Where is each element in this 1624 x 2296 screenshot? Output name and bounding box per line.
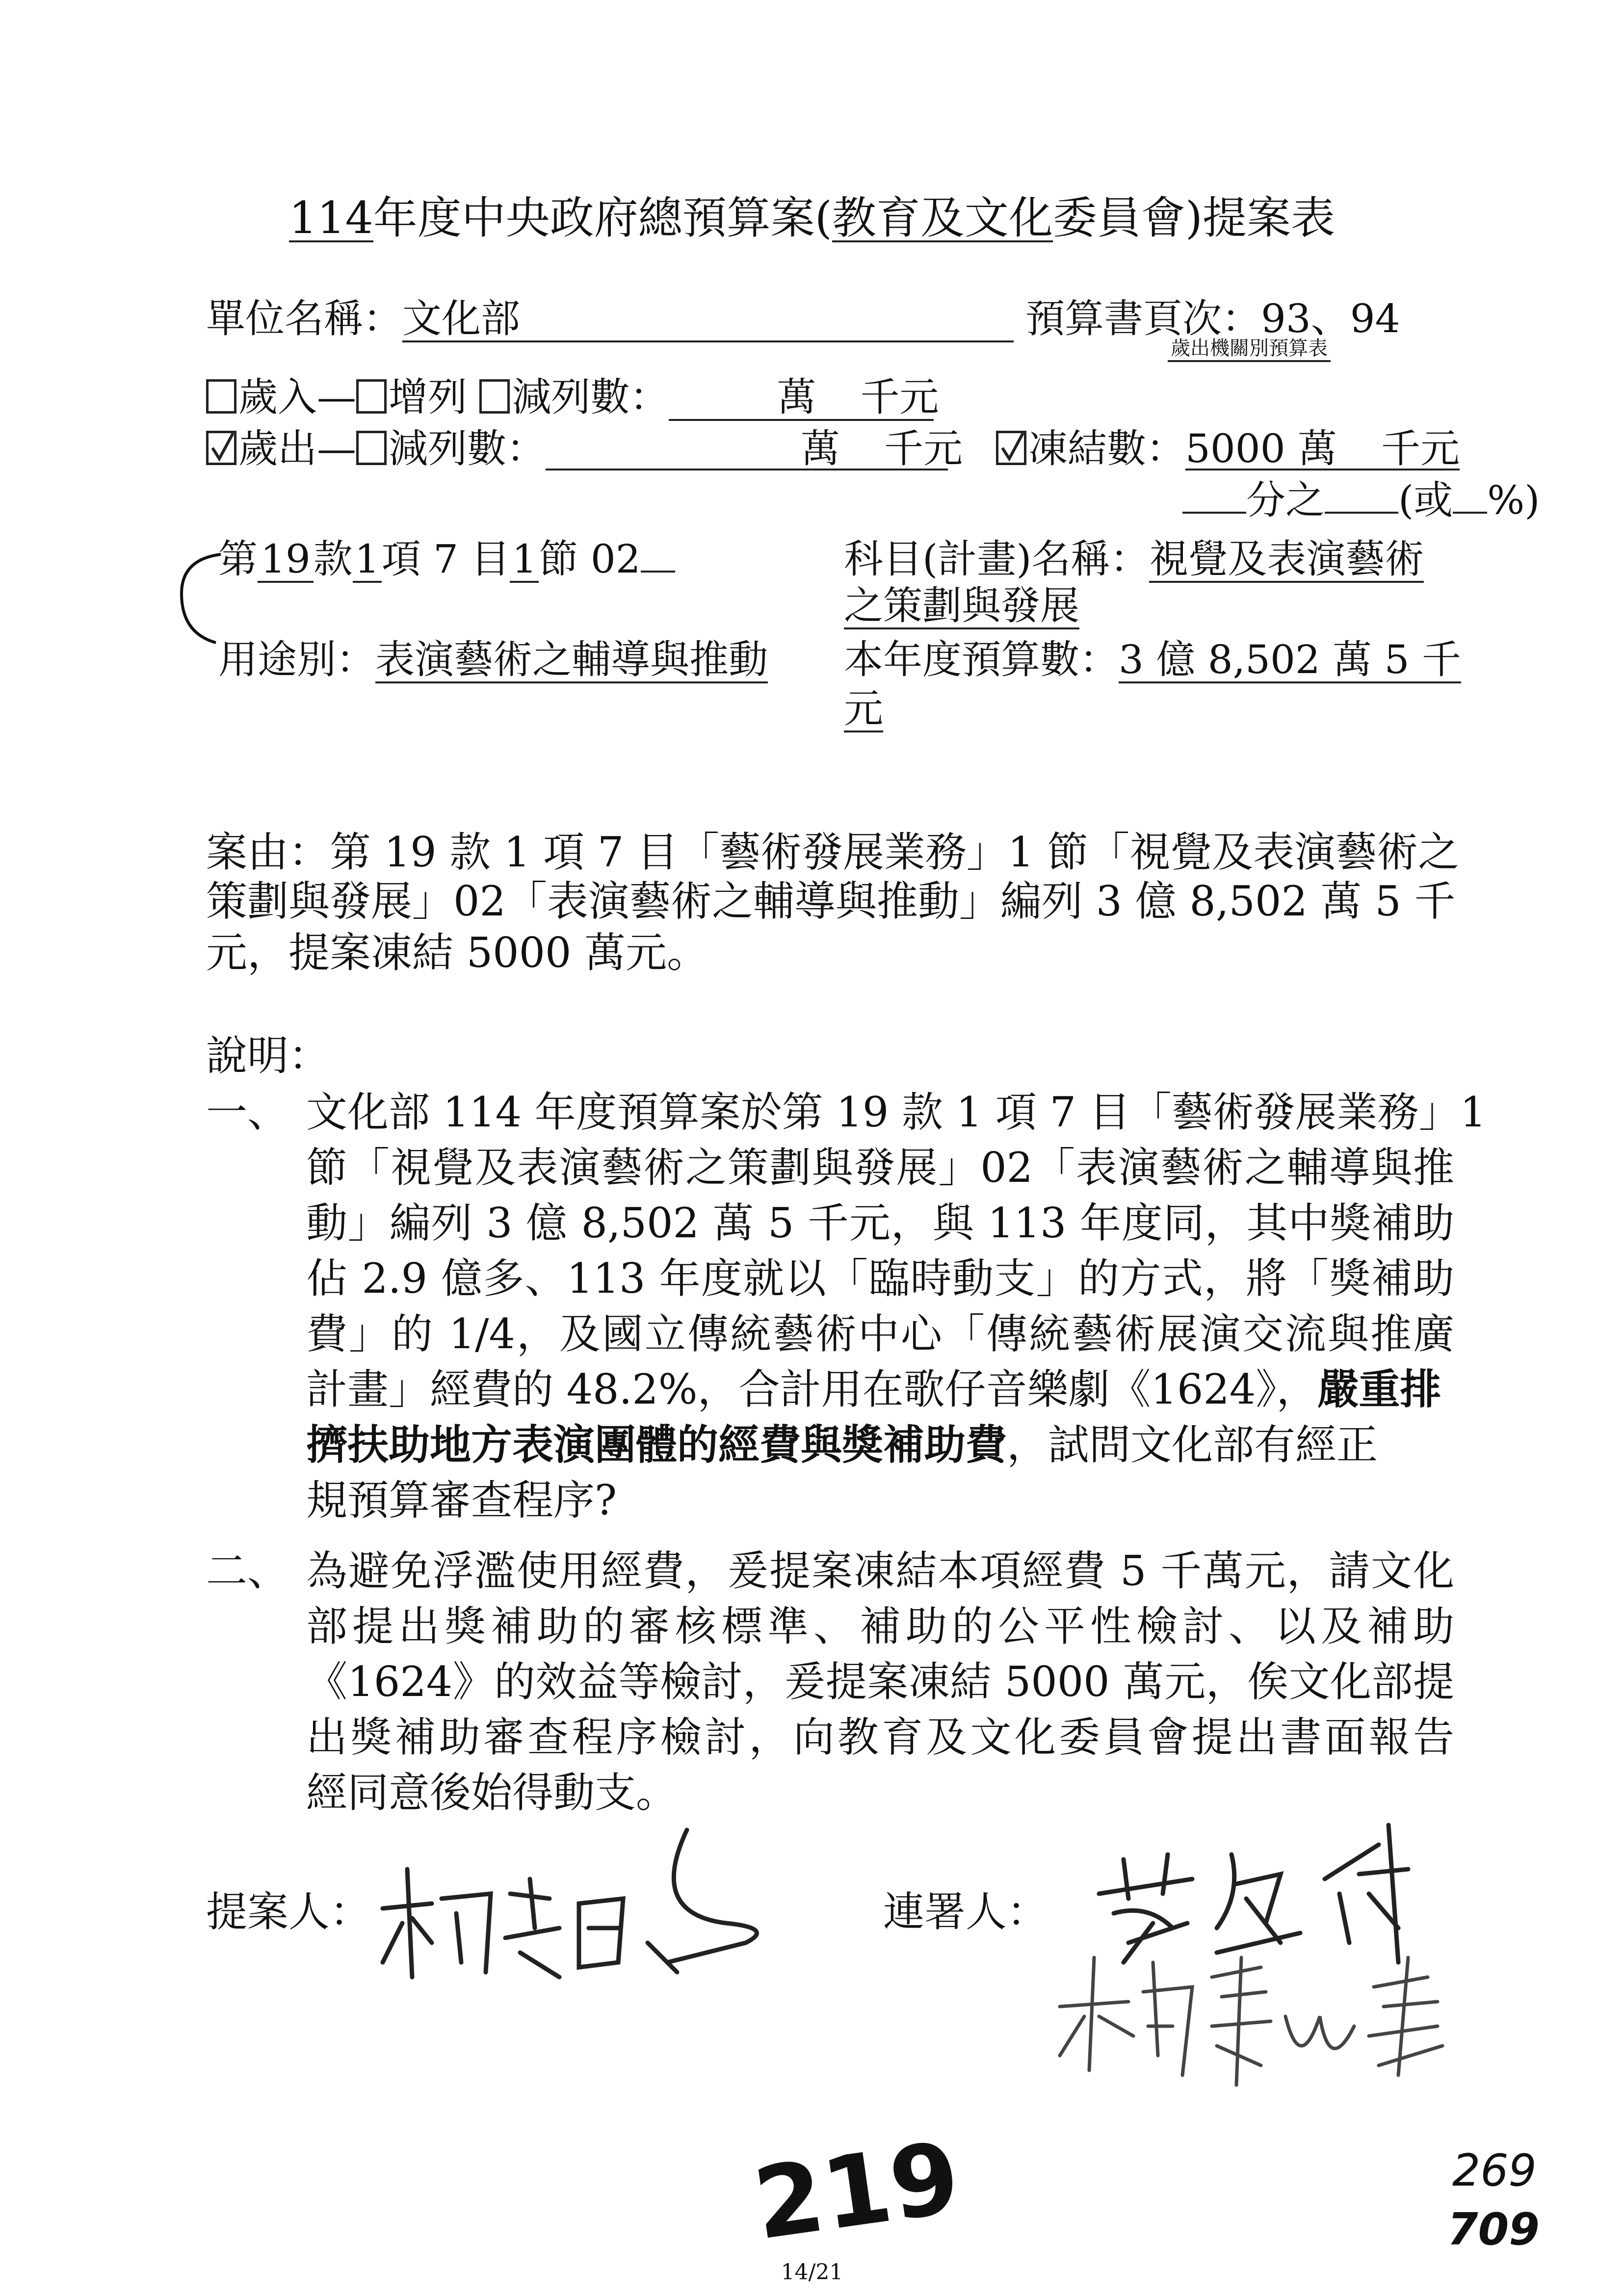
item-1-line: 計畫」經費的 48.2%，合計用在歌仔音樂劇《1624》，嚴重排	[306, 1365, 1441, 1413]
cosigner-signature-2	[1055, 1948, 1545, 2095]
revenue-checkbox	[206, 379, 236, 414]
expense-decrease-checkbox	[356, 431, 387, 465]
item-2-marker: 二、	[206, 1547, 289, 1595]
expense-row: 歲出— 減列數： 萬 千元	[206, 429, 948, 470]
revenue-row: 歲入— 增列 減列數： 萬 千元	[206, 378, 934, 421]
budget-page-note: 歲出機關別預算表	[1168, 339, 1331, 362]
annual-budget-cont: 元	[844, 686, 883, 731]
item-2-line: 出獎補助審查程序檢討，向教育及文化委員會提出書面報告	[306, 1713, 1454, 1761]
proposer-label: 提案人：	[206, 1888, 371, 1936]
item-2-line: 部提出獎補助的審核標準、補助的公平性檢討、以及補助	[306, 1602, 1454, 1650]
budget-page-ref: 預算書頁次：93、94	[1025, 296, 1400, 341]
explanation-label: 說明：	[206, 1032, 330, 1080]
cosigner-label: 連署人：	[883, 1888, 1048, 1936]
usage-category: 用途別：表演藝術之輔導與推動	[218, 637, 768, 682]
subject-name-cont: 之策劃與發展	[844, 583, 1079, 628]
handwritten-stamp-number	[747, 2120, 967, 2262]
item-2-line: 為避免浮濫使用經費，爰提案凍結本項經費 5 千萬元，請文化	[306, 1547, 1454, 1595]
item-1-marker: 一、	[206, 1088, 289, 1136]
freeze-checkbox	[996, 431, 1026, 465]
decrease-checkbox	[479, 379, 510, 414]
cosigner-signature-1	[1094, 1815, 1487, 1962]
document-title: 114年度中央政府總預算案(教育及文化委員會)提案表	[288, 192, 1336, 244]
item-1-line: 節「視覺及表演藝術之策劃與發展」02「表演藝術之輔導與推	[306, 1144, 1454, 1192]
svg-text:219: 219	[747, 2120, 967, 2262]
item-1-line: 佔 2.9 億多、113 年度就以「臨時動支」的方式，將「獎補助	[306, 1254, 1454, 1303]
fraction-row: 分之 (或 %)	[1182, 481, 1540, 520]
expense-checkbox	[206, 431, 236, 465]
item-2-line: 經同意後始得動支。	[306, 1769, 678, 1817]
item-1-line: 規預算審查程序?	[306, 1476, 617, 1524]
handwritten-note-2: 709	[1447, 2204, 1540, 2255]
proposer-signature	[373, 1815, 814, 2011]
annual-budget: 本年度預算數：3 億 8,502 萬 5 千	[844, 637, 1461, 682]
page-number: 14/21	[781, 2260, 843, 2285]
reason-line-1: 案由：第 19 款 1 項 7 目「藝術發展業務」1 節「視覺及表演藝術之	[206, 828, 1460, 876]
item-1-line: 擠扶助地方表演團體的經費與獎補助費，試問文化部有經正	[306, 1420, 1378, 1469]
increase-checkbox	[356, 379, 387, 414]
item-code: 第19款1項 7 目1節 02	[218, 540, 675, 583]
freeze-amount: 凍結數：5000 萬 千元	[996, 429, 1460, 470]
subject-name: 科目(計畫)名稱：視覺及表演藝術	[844, 536, 1424, 582]
item-1-line: 費」的 1/4，及國立傳統藝術中心「傳統藝術展演交流與推廣	[306, 1310, 1454, 1358]
reason-line-3: 元，提案凍結 5000 萬元。	[206, 929, 708, 977]
item-1-line: 文化部 114 年度預算案於第 19 款 1 項 7 目「藝術發展業務」1	[306, 1088, 1487, 1136]
item-2-line: 《1624》的效益等檢討，爰提案凍結 5000 萬元，俟文化部提	[306, 1658, 1454, 1706]
unit-name-row: 單位名稱：文化部	[206, 299, 1014, 342]
handwritten-note-1: 269	[1452, 2145, 1537, 2196]
reason-line-2: 策劃與發展」02「表演藝術之輔導與推動」編列 3 億 8,502 萬 5 千	[206, 877, 1456, 925]
item-1-line: 動」編列 3 億 8,502 萬 5 千元，與 113 年度同，其中獎補助	[306, 1199, 1454, 1247]
